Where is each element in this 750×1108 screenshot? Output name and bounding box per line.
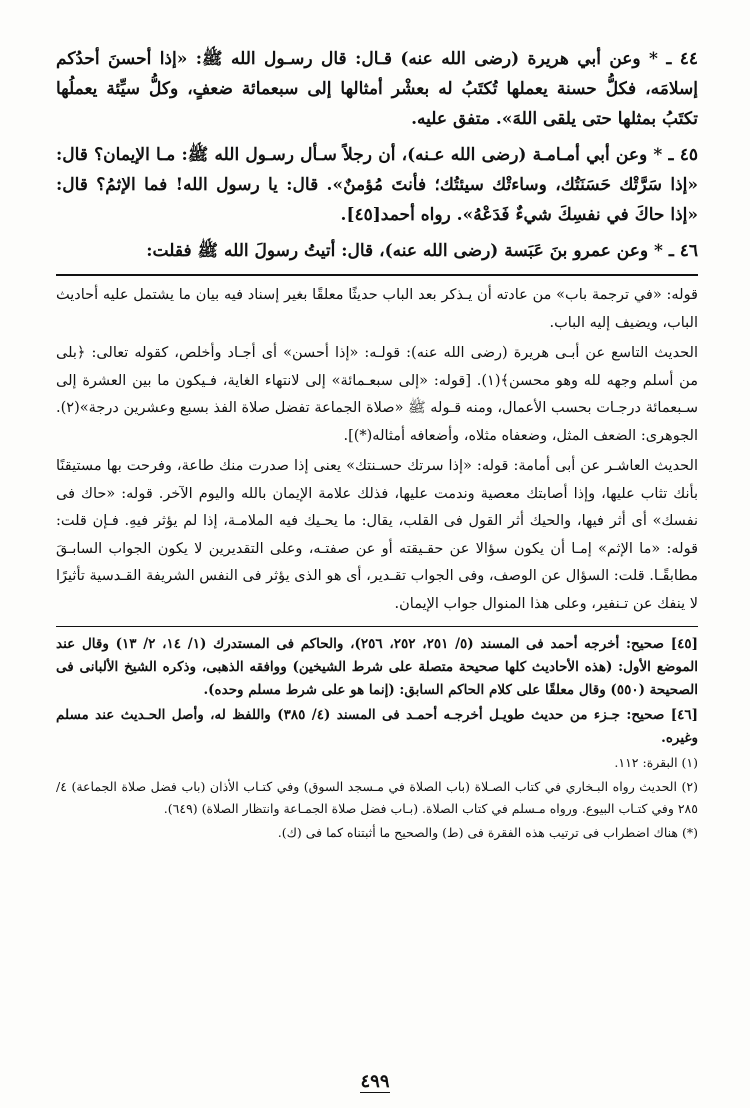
commentary-section [56,282,698,618]
hadith-text: * وعن أبي هريرة (رضى الله عنه) قـال: قال رسـول الله ﷺ: «إذا أحسنَ أحدُكم إسلامَه، فكلُّ حسنة يعملها تُكتَبُ له بعشْر أمثالها إلى سبعمائة ضعفٍ، وكلُّ سيِّئة يعملُها تكتَبُ بمثلها حتى يلقى اللهَ». متفق عليه. [56,49,698,129]
hadith-number: ٤٦ ـ [668,241,698,261]
commentary-paragraph: الحديث التاسع عن أبـى هريرة (رضى الله عنه): قولـه: «إذا أحسن» أى أجـاد وأخلص، كقوله تعالى: ﴿بلى من أسلم وجهه لله وهو محسن﴾(١). [قوله: «إلى سبعـمائة» إلى لانتهاء الغاية، فـيكون ما بين العشرة إلى سـبعمائة درجـات بحسب الأعمال، ومنه قـوله ﷺ «صلاة الجماعة تفضل صلاة الفذ بسبع وعشرين درجة»(٢). الجوهرى: الضعف المثل، وضعفاه مثلاه، وأضعافه أمثاله(*)]. [56,345,698,444]
footnote: (*) هناك اضطراب فى ترتيب هذه الفقرة فى (ط) والصحيح ما أثبتناه كما فى (ك). [277,825,698,840]
commentary-paragraph: قوله: «في ترجمة باب» من عادته أن يـذكر بعد الباب حديثًا معلقًا بغير إسناد فيه بيان ما يشتمل عليه أحاديث الباب، ويضيف إليه الباب. [56,287,698,331]
footnote-divider [56,626,698,627]
hadith-44 [56,44,698,134]
hadith-text: * وعن عمرو بنَ عَبَسة (رضى الله عنه)، قال: أتيتُ رسولَ الله ﷺ فقلت: [146,241,663,261]
hadith-46 [56,236,698,266]
hadith-text: * وعن أبي أمـامـة (رضى الله عـنه)، أن رجلاً سـأل رسـول الله ﷺ: مـا الإيمان؟ قال: «إذا سَرَّتْك حَسَنَتُك، وساءتْك سيئتُك؛ فأنتَ مُؤمنٌ». قال: يا رسول الله! فما الإثمُ؟ قال: «إذا حاكَ في نفسِكَ شيءٌ فَدَعْهُ». رواه أحمد[٤٥]. [56,145,698,225]
page-number-underline [360,1092,390,1093]
footnote-takhrij: [٤٦] صحيح: جـزء من حديث طويـل أخرجـه أحمـد فى المسند (٤/ ٣٨٥) واللفظ له، وأصل الحـديث عند مسلم وغيره. [56,707,699,746]
hadith-number: ٤٥ ـ [668,145,699,165]
section-divider [56,274,698,276]
hadith-section [56,44,698,266]
footnotes-section [56,633,698,844]
commentary-paragraph: الحديث العاشـر عن أبى أمامة: قوله: «إذا سرتك حسـنتك» يعنى إذا صدرت منك طاعة، وفرحت بها مستيقنًا بأنك تثاب عليها، وإذا أصابتك معصية وندمت عليها، فذلك علامة الإيمان بالله واليوم الآخر. قوله: «حاك فى نفسك» أى أثر فيها، والحيك أثر القول فى القلب، يقال: ما يحـيك فيه الملامـة، إذا لم يؤثر فيهِ. فـإن قلت: قوله: «ما الإثم» إمـا أن يكون سؤالا عن حقـيقته أو عن صفتـه، وعلى التقديرين لا يكون الجواب السابـقَ مطابقًـا. قلت: السؤال عن الوصف، وفى الجواب تقـدير، أى هو الذى يؤثر فى النفس الشريفة القـدسية تأثيرًا لا ينفك عن تـنفير، وعلى هذا المنوال جواب الإيمان. [56,458,698,612]
page-number [0,1071,750,1093]
page-body [56,44,698,846]
footnote-takhrij: [٤٥] صحيح: أخرجه أحمد فى المسند (٥/ ٢٥١، ٢٥٢، ٢٥٦)، والحاكم فى المستدرك (١/ ١٤، ٢/ ١٣) وقال عند الموضع الأول: (هذه الأحاديث كلها صحيحة متصلة على شرط الشيخين) ووافقه الذهبى، وذكره الشيخ الألبانى فى الصحيحة (٥٥٠) وقال معلقًا على كلام الحاكم السابق: (إنما هو على شرط مسلم وحده). [56,636,699,698]
hadith-number: ٤٤ ـ [666,49,698,69]
footnote: (١) البقرة: ١١٢. [614,755,698,770]
hadith-45 [56,140,698,230]
footnote: (٢) الحديث رواه البـخاري في كتاب الصـلاة (باب الصلاة في مـسجد السوق) وفي كتـاب الأذان (باب فضل صلاة الجماعة) ٤/ ٢٨٥ وفي كتـاب البيوع. ورواه مـسلم في كتاب الصلاة. (بـاب فضل صلاة الجمـاعة وانتظار الصلاة) (٦٤٩). [56,779,698,816]
page-number-text: ٤٩٩ [360,1071,390,1092]
